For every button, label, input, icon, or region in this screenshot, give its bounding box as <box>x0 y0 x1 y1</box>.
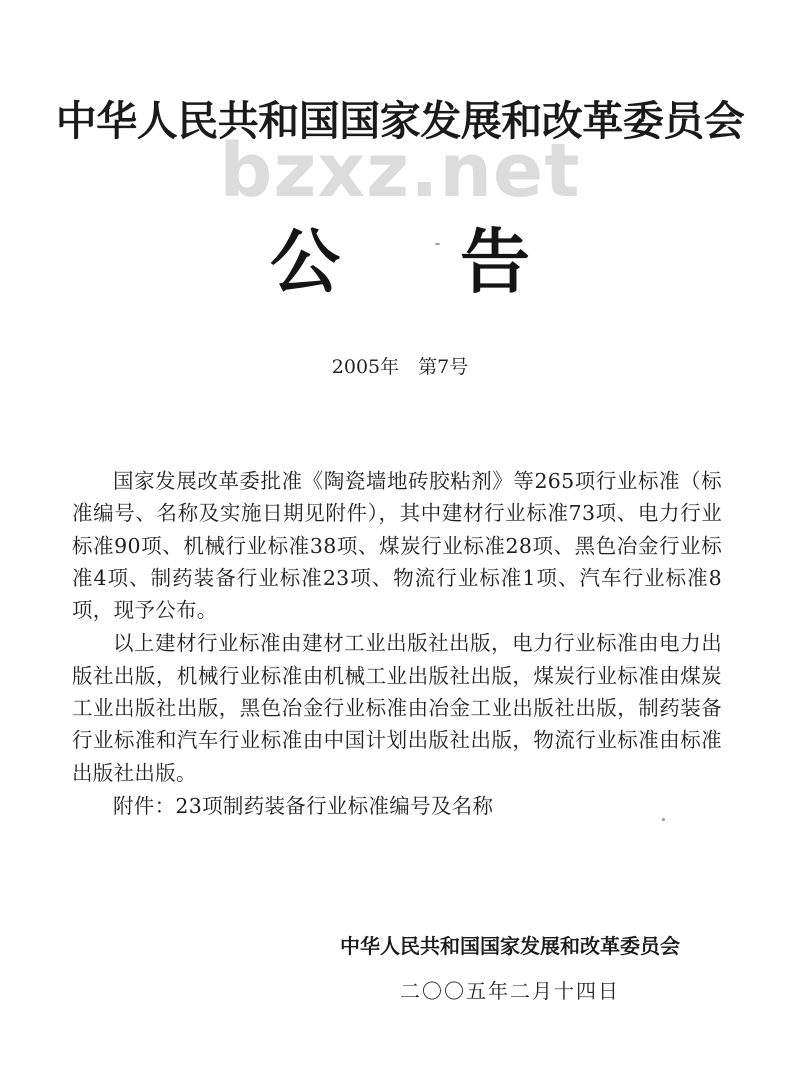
body-paragraph: 国家发展改革委批准《陶瓷墙地砖胶粘剂》等265项行业标准（标准编号、名称及实施日期见附件），其中建材行业标准73项、电力行业标准90项、机械行业标准38项、煤炭行业标准28项、黑色冶金行业标准4项、制药装备行业标准23项、物流行业标准1项、汽车行业标准8项，现予公布。 <box>72 469 722 623</box>
scan-speck <box>662 818 665 821</box>
announcement-body <box>72 465 722 822</box>
scan-speck <box>435 243 440 245</box>
watermark: bzxz.net <box>219 128 581 214</box>
title-char-1: 公 <box>270 221 340 303</box>
signature: 中华人民共和国国家发展和改革委员会 <box>340 934 680 958</box>
announcement-title <box>0 206 800 307</box>
title-char-2: 告 <box>460 221 530 303</box>
attachment-note: 附件：23项制药装备行业标准编号及名称 <box>113 793 494 818</box>
issue-number: 2005年 第7号 <box>331 356 469 378</box>
issuer-heading: 中华人民共和国国家发展和改革委员会 <box>55 97 745 145</box>
body-paragraph: 以上建材行业标准由建材工业出版社出版，电力行业标准由电力出版社出版，机械行业标准由机械工业出版社出版，煤炭行业标准由煤炭工业出版社出版，黑色冶金行业标准由冶金工业出版社出版，制药装备行业标准和汽车行业标准由中国计划出版社出版，物流行业标准由标准出版社出版。 <box>72 631 722 785</box>
issue-date: 二〇〇五年二月十四日 <box>400 979 620 1003</box>
